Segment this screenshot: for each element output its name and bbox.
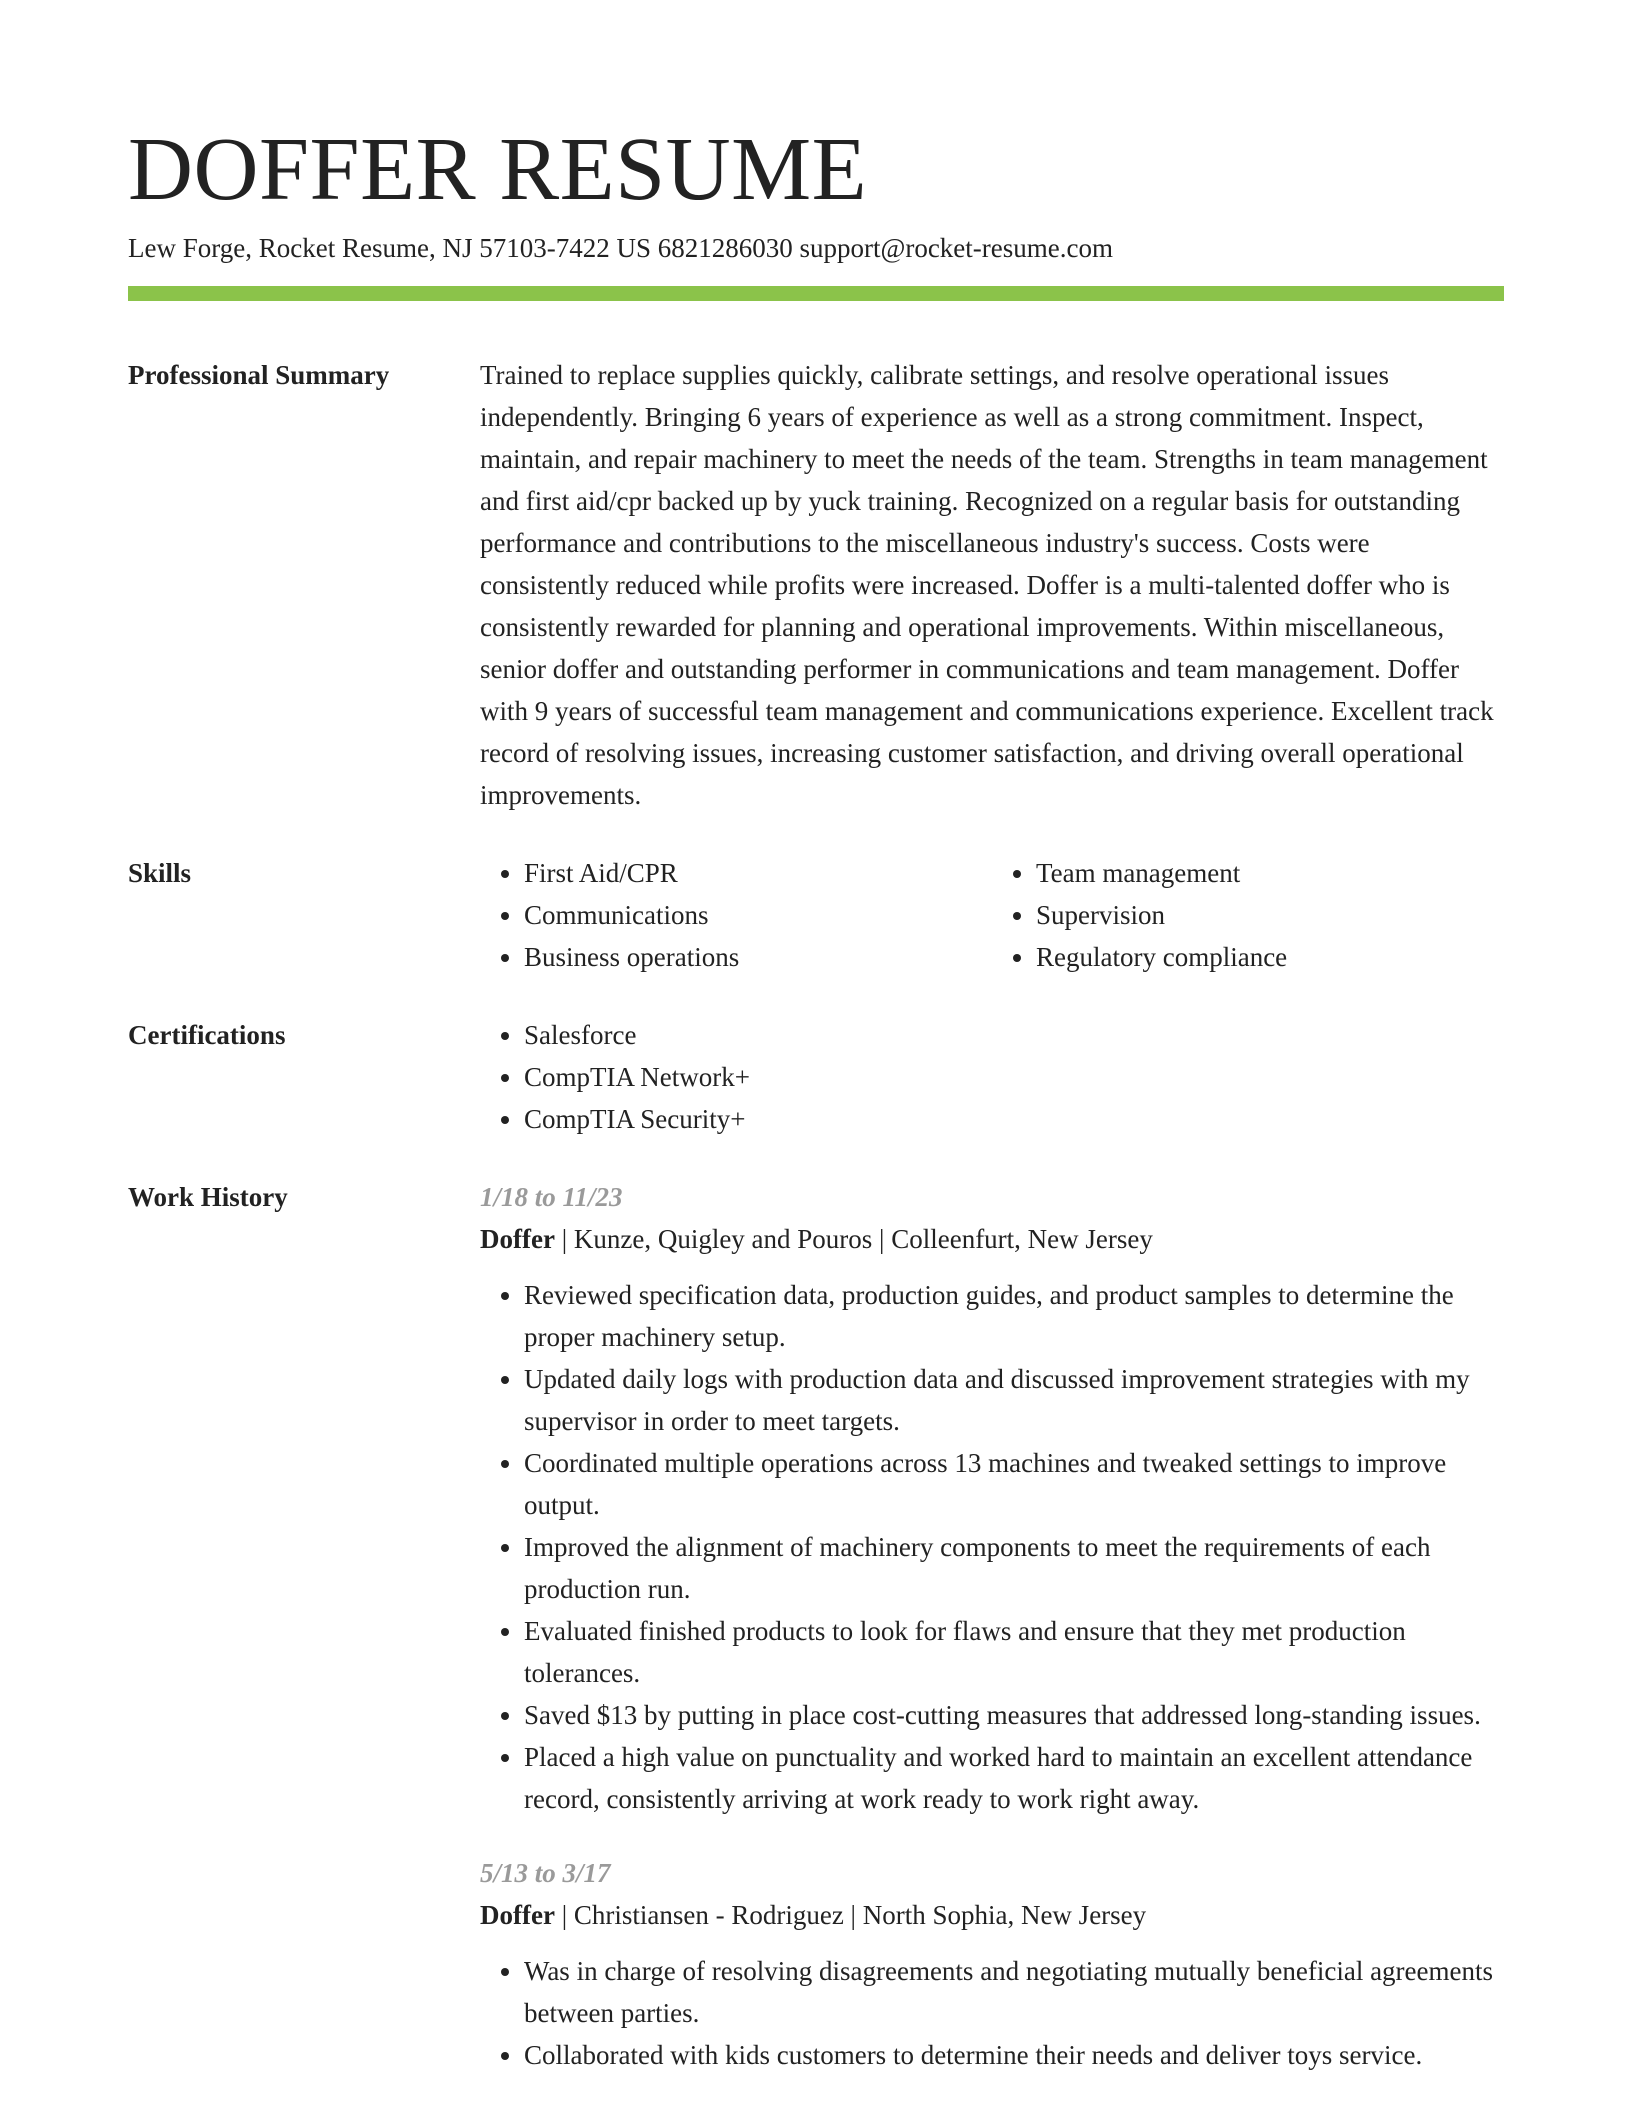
job-bullet: • Coordinated multiple operations across 13 machines and tweaked settings to improve output.	[524, 1442, 1504, 1526]
job-bullet: • Reviewed specification data, production guides, and product samples to determine the proper machinery setup.	[524, 1274, 1504, 1358]
work-history-section	[128, 1176, 1512, 2076]
certification-item: • CompTIA Network+	[524, 1056, 1504, 1098]
skills-list-left	[480, 852, 992, 978]
job-dates: 1/18 to 11/23	[480, 1182, 623, 1212]
header-divider	[128, 286, 1504, 301]
job-bullets	[480, 1950, 1504, 2076]
certification-item: • CompTIA Security+	[524, 1098, 1504, 1140]
job-bullet: • Improved the alignment of machinery components to meet the requirements of each production run.	[524, 1526, 1504, 1610]
job-role: Doffer	[480, 1224, 555, 1254]
skills-section	[128, 852, 1512, 978]
skills-list-right	[992, 852, 1504, 978]
skills-heading: Skills	[128, 858, 192, 888]
certifications-list	[480, 1014, 1504, 1140]
job-role: Doffer	[480, 1900, 555, 1930]
contact-address: Lew Forge, Rocket Resume, NJ 57103-7422 US	[128, 233, 651, 263]
job-bullet: • Collaborated with kids customers to determine their needs and deliver toys service.	[524, 2034, 1504, 2076]
contact-phone: 6821286030	[657, 233, 793, 263]
contact-line	[128, 230, 1512, 266]
job-employer-location: | Christiansen - Rodriguez | North Sophia, New Jersey	[554, 1900, 1147, 1930]
job-employer-location: | Kunze, Quigley and Pouros | Colleenfurt, New Jersey	[554, 1224, 1153, 1254]
certifications-section	[128, 1014, 1512, 1140]
job-header	[480, 1894, 1504, 1936]
certification-item: • Salesforce	[524, 1014, 1504, 1056]
job-bullet: • Evaluated finished products to look for flaws and ensure that they met production tolerances.	[524, 1610, 1504, 1694]
job-entry	[480, 1176, 1504, 1820]
job-dates: 5/13 to 3/17	[480, 1858, 611, 1888]
summary-heading: Professional Summary	[128, 360, 390, 390]
resume-title: DOFFER RESUME	[128, 120, 868, 219]
work-history-heading: Work History	[128, 1182, 288, 1212]
skill-item: • Business operations	[524, 936, 992, 978]
job-bullet: • Was in charge of resolving disagreements and negotiating mutually beneficial agreements between parties.	[524, 1950, 1504, 2034]
skill-item: • Supervision	[1036, 894, 1504, 936]
job-entry	[480, 1852, 1504, 2076]
skill-item: • Team management	[1036, 852, 1504, 894]
contact-email: support@rocket-resume.com	[799, 233, 1113, 263]
job-bullets	[480, 1274, 1504, 1820]
summary-text: Trained to replace supplies quickly, calibrate settings, and resolve operational issues independently. Bringing 6 years of experience as well as a strong commitment. Inspect, maintain, and repair machinery to meet the needs of the team. Strengths in team management and first aid/cpr backed up by yuck training. Recognized on a regular basis for outstanding performance and contributions to the miscellaneous industry's success. Costs were consistently reduced while profits were increased. Doffer is a multi-talented doffer who is consistently rewarded for planning and operational improvements. Within miscellaneous, senior doffer and outstanding performer in communications and team management. Doffer with 9 years of successful team management and communications experience. Excellent track record of resolving issues, increasing customer satisfaction, and driving overall operational improvements.	[480, 360, 1494, 810]
job-bullet: • Saved $13 by putting in place cost-cutting measures that addressed long-standing issues.	[524, 1694, 1504, 1736]
skill-item: • Regulatory compliance	[1036, 936, 1504, 978]
skill-item: • Communications	[524, 894, 992, 936]
job-header	[480, 1218, 1504, 1260]
job-bullet: • Updated daily logs with production data and discussed improvement strategies with my supervisor in order to meet targets.	[524, 1358, 1504, 1442]
certifications-heading: Certifications	[128, 1020, 286, 1050]
skill-item: • First Aid/CPR	[524, 852, 992, 894]
summary-section	[128, 354, 1512, 816]
job-bullet: • Placed a high value on punctuality and worked hard to maintain an excellent attendance record, consistently arriving at work ready to work right away.	[524, 1736, 1504, 1820]
